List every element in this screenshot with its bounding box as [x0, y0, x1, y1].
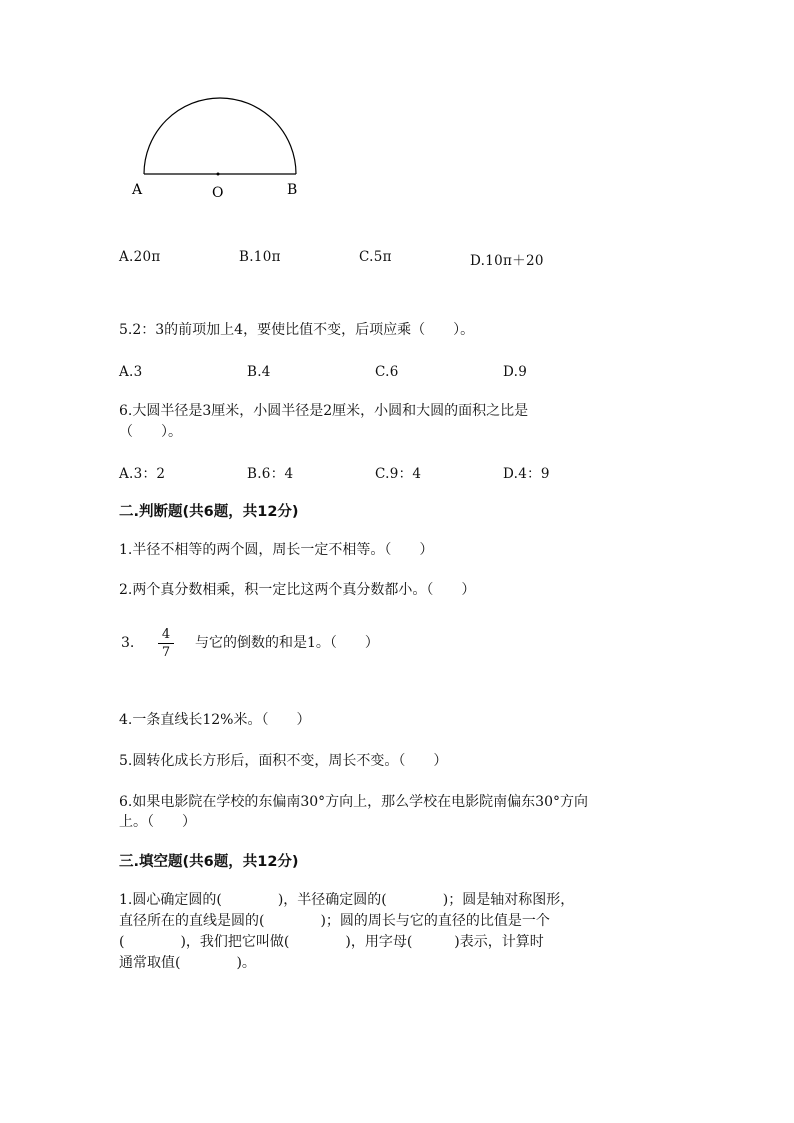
fill-q1-line1: 1.圆心确定圆的( )，半径确定圆的( )；圆是轴对称图形，	[119, 892, 575, 908]
semicircle-figure	[120, 90, 320, 210]
point-b-label: B	[287, 182, 298, 198]
fill-q1-line4: 通常取值( )。	[119, 955, 256, 971]
q6-option-b: B.6：4	[247, 466, 294, 482]
q5-option-b: B.4	[247, 364, 271, 380]
q5-option-a: A.3	[119, 364, 143, 380]
tf-item-3-text: 与它的倒数的和是1。（ ）	[195, 635, 379, 651]
section2-heading: 二.判断题(共6题，共12分)	[119, 504, 299, 520]
q5-option-c: C.6	[375, 364, 399, 380]
q6-option-c: C.9：4	[375, 466, 422, 482]
q6-option-a: A.3：2	[119, 466, 166, 482]
tf-item-3-fraction	[158, 627, 174, 660]
fill-q1-line3: ( )，我们把它叫做( )，用字母( )表示，计算时	[119, 934, 544, 950]
fraction-numerator: 4	[161, 627, 171, 642]
point-o-label: O	[212, 185, 224, 201]
q5-question: 5.2：3的前项加上4，要使比值不变，后项应乘（ ）。	[119, 322, 475, 338]
tf-item-6-line1: 6.如果电影院在学校的东偏南30°方向上，那么学校在电影院南偏东30°方向	[119, 794, 588, 810]
section3-heading: 三.填空题(共6题，共12分)	[119, 854, 299, 870]
tf-item-6-line2: 上。（ ）	[119, 814, 196, 830]
q4-option-b: B.10π	[239, 249, 281, 265]
q6-question-line2: （ ）。	[119, 424, 182, 440]
center-point	[217, 173, 220, 176]
q4-option-c: C.5π	[359, 249, 392, 265]
q6-question-line1: 6.大圆半径是3厘米，小圆半径是2厘米，小圆和大圆的面积之比是	[119, 403, 529, 419]
q5-option-d: D.9	[503, 364, 528, 380]
fraction-bar	[158, 643, 174, 644]
semicircle-arc	[144, 98, 296, 174]
tf-item-4: 4.一条直线长12%米。（ ）	[119, 712, 311, 728]
fraction-denominator: 7	[161, 645, 171, 660]
tf-item-3-number: 3.	[121, 635, 135, 651]
point-a-label: A	[132, 182, 143, 198]
fill-q1-line2: 直径所在的直线是圆的( )；圆的周长与它的直径的比值是一个	[119, 913, 550, 929]
tf-item-5: 5.圆转化成长方形后，面积不变，周长不变。（ ）	[119, 753, 448, 769]
tf-item-1: 1.半径不相等的两个圆，周长一定不相等。（ ）	[119, 542, 434, 558]
q6-option-d: D.4：9	[503, 466, 550, 482]
tf-item-2: 2.两个真分数相乘，积一定比这两个真分数都小。（ ）	[119, 582, 476, 598]
q4-option-d: D.10π＋20	[470, 253, 544, 269]
q4-option-a: A.20π	[119, 249, 161, 265]
